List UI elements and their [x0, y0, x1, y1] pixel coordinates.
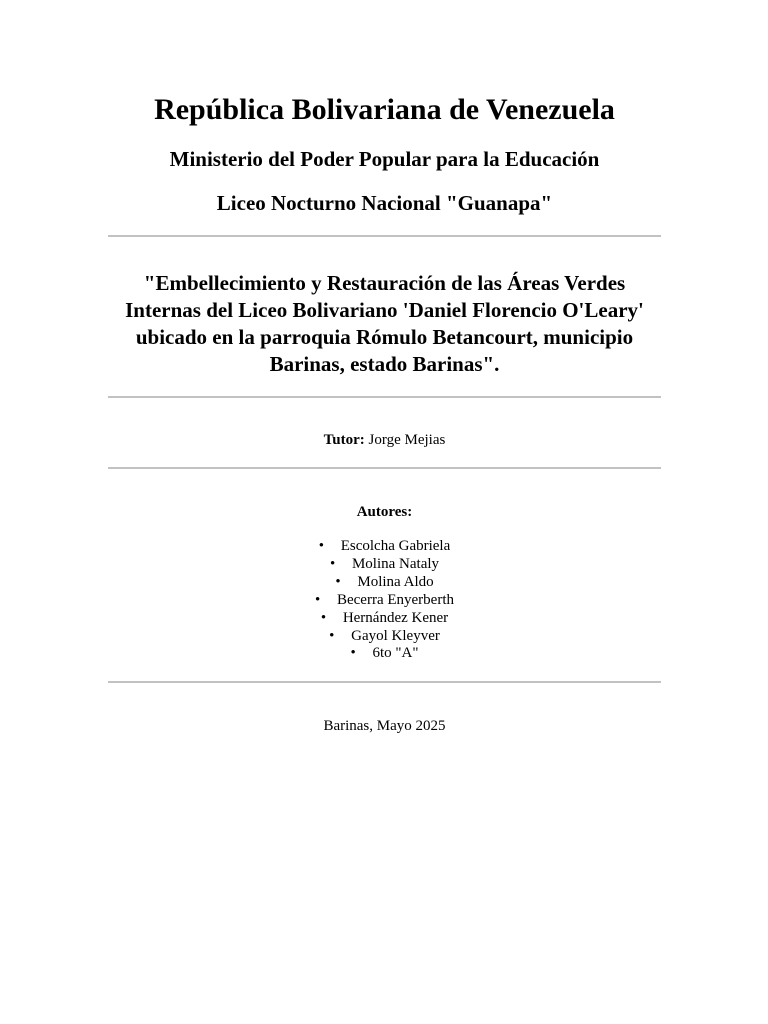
list-item: [108, 592, 661, 610]
list-item: [108, 574, 661, 592]
author-name: Molina Aldo: [357, 573, 434, 590]
divider-2: [108, 396, 661, 398]
tutor-label: Tutor:: [323, 432, 365, 448]
author-name: Becerra Enyerberth: [336, 591, 454, 608]
country-title: República Bolivariana de Venezuela: [154, 93, 615, 126]
ministry-title: Ministerio del Poder Popular para la Educación: [169, 147, 600, 171]
bullet-icon: •: [320, 609, 327, 626]
authors-label: Autores:: [356, 504, 413, 520]
author-name: Molina Nataly: [351, 555, 440, 572]
author-name: 6to "A": [372, 645, 419, 662]
bullet-icon: •: [329, 555, 336, 572]
list-item: [108, 645, 661, 663]
author-name: Hernández Kener: [342, 609, 449, 626]
bullet-icon: •: [314, 591, 321, 608]
bullet-icon: •: [329, 627, 335, 644]
tutor-line: [108, 431, 661, 449]
school-title: Liceo Nocturno Nacional "Guanapa": [216, 191, 553, 215]
bullet-icon: •: [318, 538, 324, 554]
tutor-name: Jorge Mejias: [368, 432, 446, 448]
list-item: [108, 538, 661, 556]
author-name: Escolcha Gabriela: [340, 538, 451, 554]
divider-3: [108, 467, 661, 469]
list-item: [108, 556, 661, 574]
bullet-icon: •: [350, 645, 356, 662]
author-name: Gayol Kleyver: [351, 627, 440, 644]
project-title: "Embellecimiento y Restauración de las Áreas Verdes Internas del Liceo Bolivariano 'Daniel Florencio O'Leary' ubicado en la parroquia Rómulo Betancourt, municipio Barinas, estado Barinas".: [125, 271, 644, 376]
place-date: Barinas, Mayo 2025: [323, 718, 446, 734]
list-item: [108, 628, 661, 646]
authors-list: [108, 538, 661, 663]
divider-4: [108, 681, 661, 683]
bullet-icon: •: [335, 573, 341, 590]
divider-1: [108, 235, 661, 237]
list-item: [108, 610, 661, 628]
